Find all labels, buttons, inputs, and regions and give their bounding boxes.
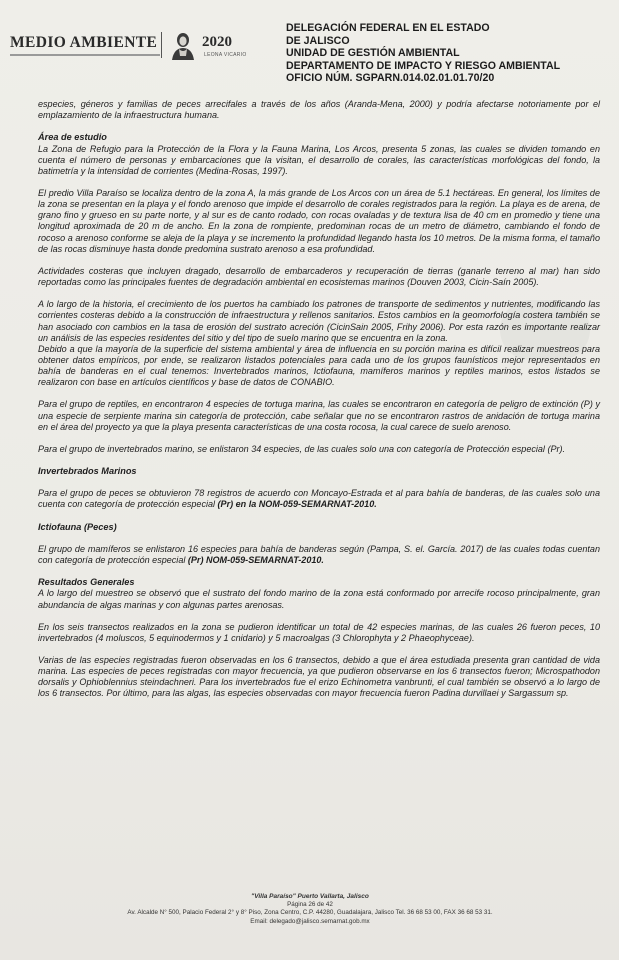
mammals-nom-reference: (Pr) NOM-059-SEMARNAT-2010. xyxy=(187,554,324,565)
logo-text: MEDIO AMBIENTE xyxy=(10,34,158,51)
fish-paragraph xyxy=(38,488,600,510)
unit-line: UNIDAD DE GESTIÓN AMBIENTAL xyxy=(286,47,460,60)
footer-email: Email: delegado@jalisco.semarnat.gob.mx xyxy=(250,917,370,925)
state-line: DE JALISCO xyxy=(286,34,350,47)
department-line: DEPARTAMENTO DE IMPACTO Y RIESGO AMBIENTAL xyxy=(286,59,561,72)
footer-address: Av. Alcalde N° 500, Palacio Federal 2° y 8° Piso, Zona Centro, C.P. 44280, Guadalajara, Jalisco Tel. 36 68 53 00, FAX 36 68 53 31. xyxy=(127,909,493,917)
results-paragraph-2: En los seis transectos realizados en la zona se pudieron identificar un total de 42 especies marinas, de las cuales 26 fueron peces, 10 invertebrados (4 moluscos, 5 equinodermos y 1 cnidario) y 5 macroalgas (3 Chlorophyta y 2 Phaeophyceae). xyxy=(38,621,600,643)
results-paragraph-3: Varias de las especies registradas fueron observadas en los 6 transectos, debido a que el área estudiada presenta gran cantidad de vida marina. Las especies de peces registradas con mayor frecuencia, ya que pudieron observarse en los 6 transectos fueron; Microspathodon dorsalis y Ophioblennius steindachneri. Para los invertebrados fue el erizo Echinometra vanbrunti, el cual también se observó a lo largo de los 6 transectos. Por último, para las algas, las especies observadas con mayor frecuencia fueron Padina durvillaei y Sargassum sp. xyxy=(38,654,600,699)
ichthyofauna-heading: Ictiofauna (Peces) xyxy=(38,521,117,532)
footer-project: "Villa Paraíso" Puerto Vallarta, Jalisco xyxy=(251,893,369,900)
logo-underline xyxy=(10,54,160,56)
surface-paragraph: Debido a que la mayoría de la superficie del sistema ambiental y área de influencia en su porción marina es difícil realizar muestreos para obtener datos empíricos, por ende, se realizaron listados potenciales para cada uno de los grupos faunísticos mejor representados en bahía de banderas en el cual tenemos: Invertebrados marinos, Ictiofauna, mamíferos marinos y reptiles marinos, estos listados se realizaron con base en artículos científicos y base de datos de CONABIO. xyxy=(38,343,600,388)
invertebrates-paragraph: Para el grupo de invertebrados marino, se enlistaron 34 especies, de las cuales solo una con categoría de Protección especial (Pr). xyxy=(38,443,566,454)
mammals-paragraph xyxy=(38,544,600,566)
area-heading: Área de estudio xyxy=(38,132,107,143)
logo-year-caption: LEONA VICARIO xyxy=(204,52,247,58)
page-number: Página 26 de 42 xyxy=(287,901,333,909)
leona-vicario-portrait-icon xyxy=(168,30,198,60)
intro-paragraph: especies, géneros y familias de peces arrecifales a través de los años (Aranda-Mena, 2000) y podría afectarse notoriamente por el emplazamiento de la infraestructura humana. xyxy=(38,99,600,121)
fish-text: Para el grupo de peces se obtuvieron 78 registros de acuerdo con Moncayo-Estrada et al para bahía de banderas, de las cuales solo una cuenta con categoría de protección especial xyxy=(38,488,600,510)
logo-divider xyxy=(161,32,162,58)
document-body xyxy=(38,99,600,700)
invertebrates-heading: Invertebrados Marinos xyxy=(38,466,137,477)
history-paragraph: A lo largo de la historia, el crecimiento de los puertos ha cambiado los patrones de transporte de sedimentos y nutrientes, modificando las corrientes costeras debido a la construcción de infraestructura y rellenos sanitarios. Estos cambios en la geomorfología costera también se han asociado con cambios en la tasa de erosión del sustrato acreción (CicinSain 2005, Frihy 2006). Por esta razón es importante realizar un análisis de las especies residentes del sitio y del tipo de suelo marino que se encuentra en la zona. xyxy=(38,299,600,343)
mammals-text: El grupo de mamíferos se enlistaron 16 especies para bahía de banderas según (Pampa, S. el. García. 2017) de las cuales todas cuentan con categoría de protección especial xyxy=(38,543,600,565)
area-paragraph-1: La Zona de Refugio para la Protección de la Flora y la Fauna Marina, Los Arcos, presenta 5 zonas, las cuales se dividen tomando en cuenta el número de personas y embarcaciones que la visitan, el desarrollo de corales, las características morfológicas del fondo, la batimetría y la intensidad de corrientes (Medina-Rosas, 1997). xyxy=(38,143,600,176)
results-heading: Resultados Generales xyxy=(38,577,135,588)
fish-nom-reference: (Pr) en la NOM-059-SEMARNAT-2010. xyxy=(217,499,377,510)
semarnat-logo xyxy=(10,34,280,66)
page-footer xyxy=(20,893,600,926)
results-paragraph-1: A lo largo del muestreo se observó que el sustrato del fondo marino de la zona está conformado por arrecife rocoso principalmente, gran abundancia de algas marinas y con algunas partes arenosas. xyxy=(38,588,600,610)
logo-year: 2020 xyxy=(202,34,232,50)
reptiles-paragraph: Para el grupo de reptiles, en encontraron 4 especies de tortuga marina, las cuales se encontraron en categoría de peligro de extinción (P) y una especie de serpiente marina sin categoría de protección, cabe señalar que no se encontraron rastros de anidación de tortuga marina en el área del proyecto ya que la playa presenta características de una costa rocosa, la cual carece de suelo arenoso. xyxy=(38,399,600,432)
oficio-number: OFICIO NÚM. SGPARN.014.02.01.01.70/20 xyxy=(286,72,495,85)
area-paragraph-2: El predio Villa Paraíso se localiza dentro de la zona A, la más grande de Los Arcos con un área de 5.1 hectáreas. En general, los límites de la zona se presentan en la playa y el fondo arenoso que impide el desarrollo de corales registrados para la región. La playa es de arena, de grano fino y grueso en su parte norte, y al sur es de canto rodado, con rocas ovaladas y de textura lisa de 40 cm en promedio y tiene una longitud aproximada de 20 m de ancho. En la zona de rompiente, predominan rocas de un metro de diámetro, cambiando el fondo de rocoso a arenoso conforme se aleja de la playa y se incremento la profundidad llegando hasta los 10 metros. De la misma forma, el tamaño de las rocas disminuye hasta donde predomina sustrato arenoso a esa profundidad. xyxy=(38,187,600,254)
activities-paragraph: Actividades costeras que incluyen dragado, desarrollo de embarcaderos y recuperación de tierras (ganarle terreno al mar) han sido reportadas como las principales fuentes de degradación ambiental en ecosistemas marinos (Douven 2003, Cicin-Saín 2005). xyxy=(38,265,600,288)
delegation-line: DELEGACIÓN FEDERAL EN EL ESTADO xyxy=(286,22,490,34)
letterhead xyxy=(286,22,616,85)
